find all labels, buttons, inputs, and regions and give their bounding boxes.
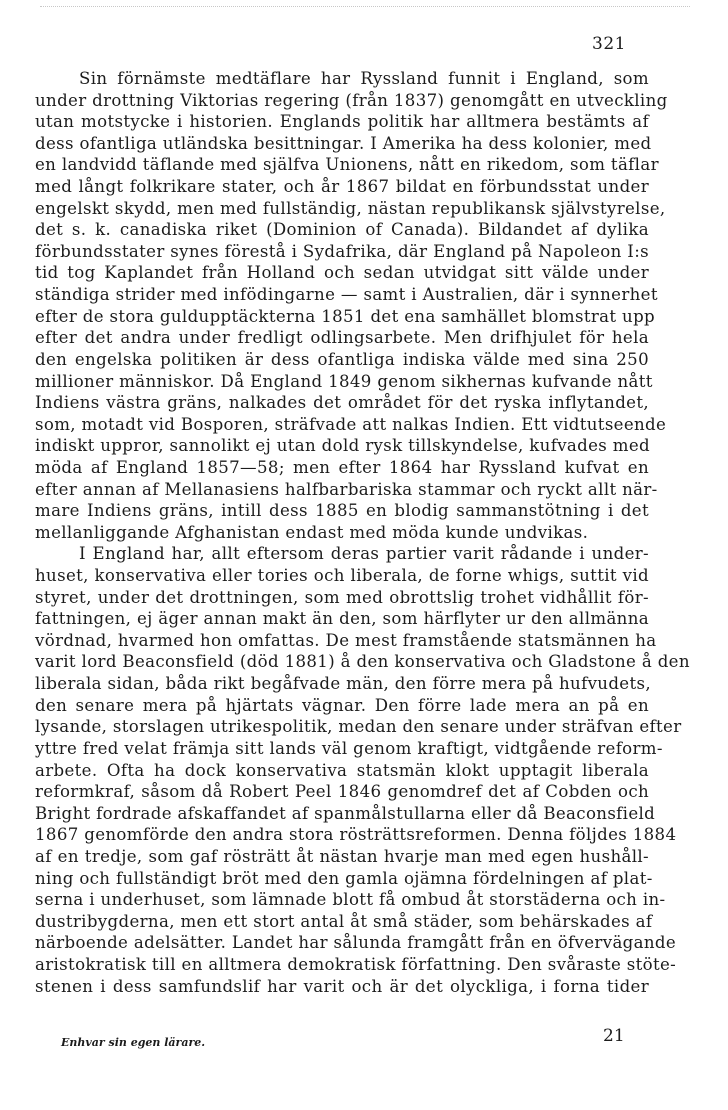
text-line: som, motadt vid Bosporen, sträfvade att nalkas Indien. Ett vidtutseende: [35, 414, 667, 434]
text-line: mare Indiens gräns, intill dess 1885 en blodig sammanstötning i det: [35, 501, 649, 521]
text-line: tid tog Kaplandet från Holland och sedan utvidgat sitt välde under: [35, 263, 649, 283]
text-line: stenen i dess samfundslif har varit och är det olyckliga, i forna tider: [35, 976, 649, 996]
text-line: aristokratisk till en alltmera demokratisk författning. Den svåraste stöte-: [35, 954, 677, 974]
printer-signature: Enhvar sin egen lärare.: [61, 1036, 206, 1049]
text-line: mellanliggande Afghanistan endast med möda kunde undvikas.: [35, 522, 589, 542]
text-line: dustribygderna, men ett stort antal åt små städer, som behärskades af: [35, 911, 653, 931]
text-line: förbundsstater synes förestå i Sydafrika, där England på Napoleon I:s: [35, 241, 649, 261]
text-line: dess ofantliga utländska besittningar. I Amerika ha dess kolonier, med: [35, 133, 652, 153]
page-number: 321: [592, 34, 626, 54]
text-line: det s. k. canadiska riket (Dominion of Canada). Bildandet af dylika: [35, 220, 649, 240]
text-line: liberala sidan, båda rikt begåfvade män, den förre mera på hufvudets,: [35, 674, 651, 694]
text-line: fattningen, ej äger annan makt än den, som härflyter ur den allmänna: [35, 609, 649, 629]
text-line: millioner människor. Då England 1849 genom sikhernas kufvande nått: [35, 371, 653, 391]
text-line: den senare mera på hjärtats vägnar. Den förre lade mera an på en: [35, 695, 649, 715]
text-line: ning och fullständigt bröt med den gamla ojämna fördelningen af plat-: [35, 868, 653, 888]
text-line: indiskt uppror, sannolikt ej utan dold rysk tillskyndelse, kufvades med: [35, 436, 651, 456]
sheet-number: 21: [603, 1026, 625, 1046]
text-line: under drottning Viktorias regering (från 1837) genomgått en utveckling: [35, 90, 668, 110]
text-line: reformkraf, såsom då Robert Peel 1846 genomdref det af Cobden och: [35, 782, 649, 802]
top-rule: [40, 6, 690, 7]
text-line: vördnad, hvarmed hon omfattas. De mest framstående statsmännen ha: [35, 630, 657, 650]
text-line: närboende adelsätter. Landet har sålunda framgått från en öfvervägande: [35, 933, 677, 953]
text-line: engelskt skydd, men med fullständig, nästan republikansk självstyrelse,: [35, 198, 666, 218]
text-line: styret, under det drottningen, som med obrottslig trohet vidhållit för-: [35, 587, 649, 607]
text-line: en landvidd täflande med själfva Unionens, nått en rikedom, som täflar: [35, 155, 659, 175]
text-line: af en tredje, som gaf rösträtt åt nästan hvarje man med egen hushåll-: [35, 846, 649, 866]
text-line: I England har, allt eftersom deras partier varit rådande i under-: [79, 544, 649, 564]
text-line: varit lord Beaconsfield (död 1881) å den konservativa och Gladstone å den: [35, 652, 690, 672]
text-line: med långt folkrikare stater, och år 1867 bildat en förbundsstat under: [35, 177, 649, 197]
text-line: Sin förnämste medtäflare har Ryssland funnit i England, som: [79, 69, 649, 88]
text-line: yttre fred velat främja sitt lands väl genom kraftigt, vidtgående reform-: [35, 738, 663, 758]
text-line: serna i underhuset, som lämnade blott få ombud åt storstäderna och in-: [35, 890, 666, 910]
text-line: Indiens västra gräns, nalkades det området för det ryska inflytandet,: [35, 393, 649, 413]
text-line: möda af England 1857—58; men efter 1864 har Ryssland kufvat en: [35, 457, 649, 477]
text-line: efter de stora guldupptäckterna 1851 det ena samhället blomstrat upp: [35, 306, 656, 326]
text-line: efter det andra under fredligt odlingsarbete. Men drifhjulet för hela: [35, 328, 649, 348]
text-line: huset, konservativa eller tories och liberala, de forne whigs, suttit vid: [35, 566, 649, 586]
text-line: ständiga strider med infödingarne — samt i Australien, där i synnerhet: [35, 285, 658, 305]
text-line: lysande, storslagen utrikespolitik, medan den senare under sträfvan efter: [35, 717, 682, 737]
text-line: utan motstycke i historien. Englands politik har alltmera bestämts af: [35, 112, 649, 132]
text-line: arbete. Ofta ha dock konservativa statsmän klokt upptagit liberala: [35, 760, 649, 780]
text-line: Bright fordrade afskaffandet af spanmålstullarna eller då Beaconsfield: [35, 803, 656, 823]
text-line: 1867 genomförde den andra stora rösträttsreformen. Denna följdes 1884: [35, 825, 677, 845]
text-line: den engelska politiken är dess ofantliga indiska välde med sina 250: [35, 349, 649, 369]
text-line: efter annan af Mellanasiens halfbarbariska stammar och ryckt allt när-: [35, 479, 658, 499]
body-text: [35, 68, 690, 997]
